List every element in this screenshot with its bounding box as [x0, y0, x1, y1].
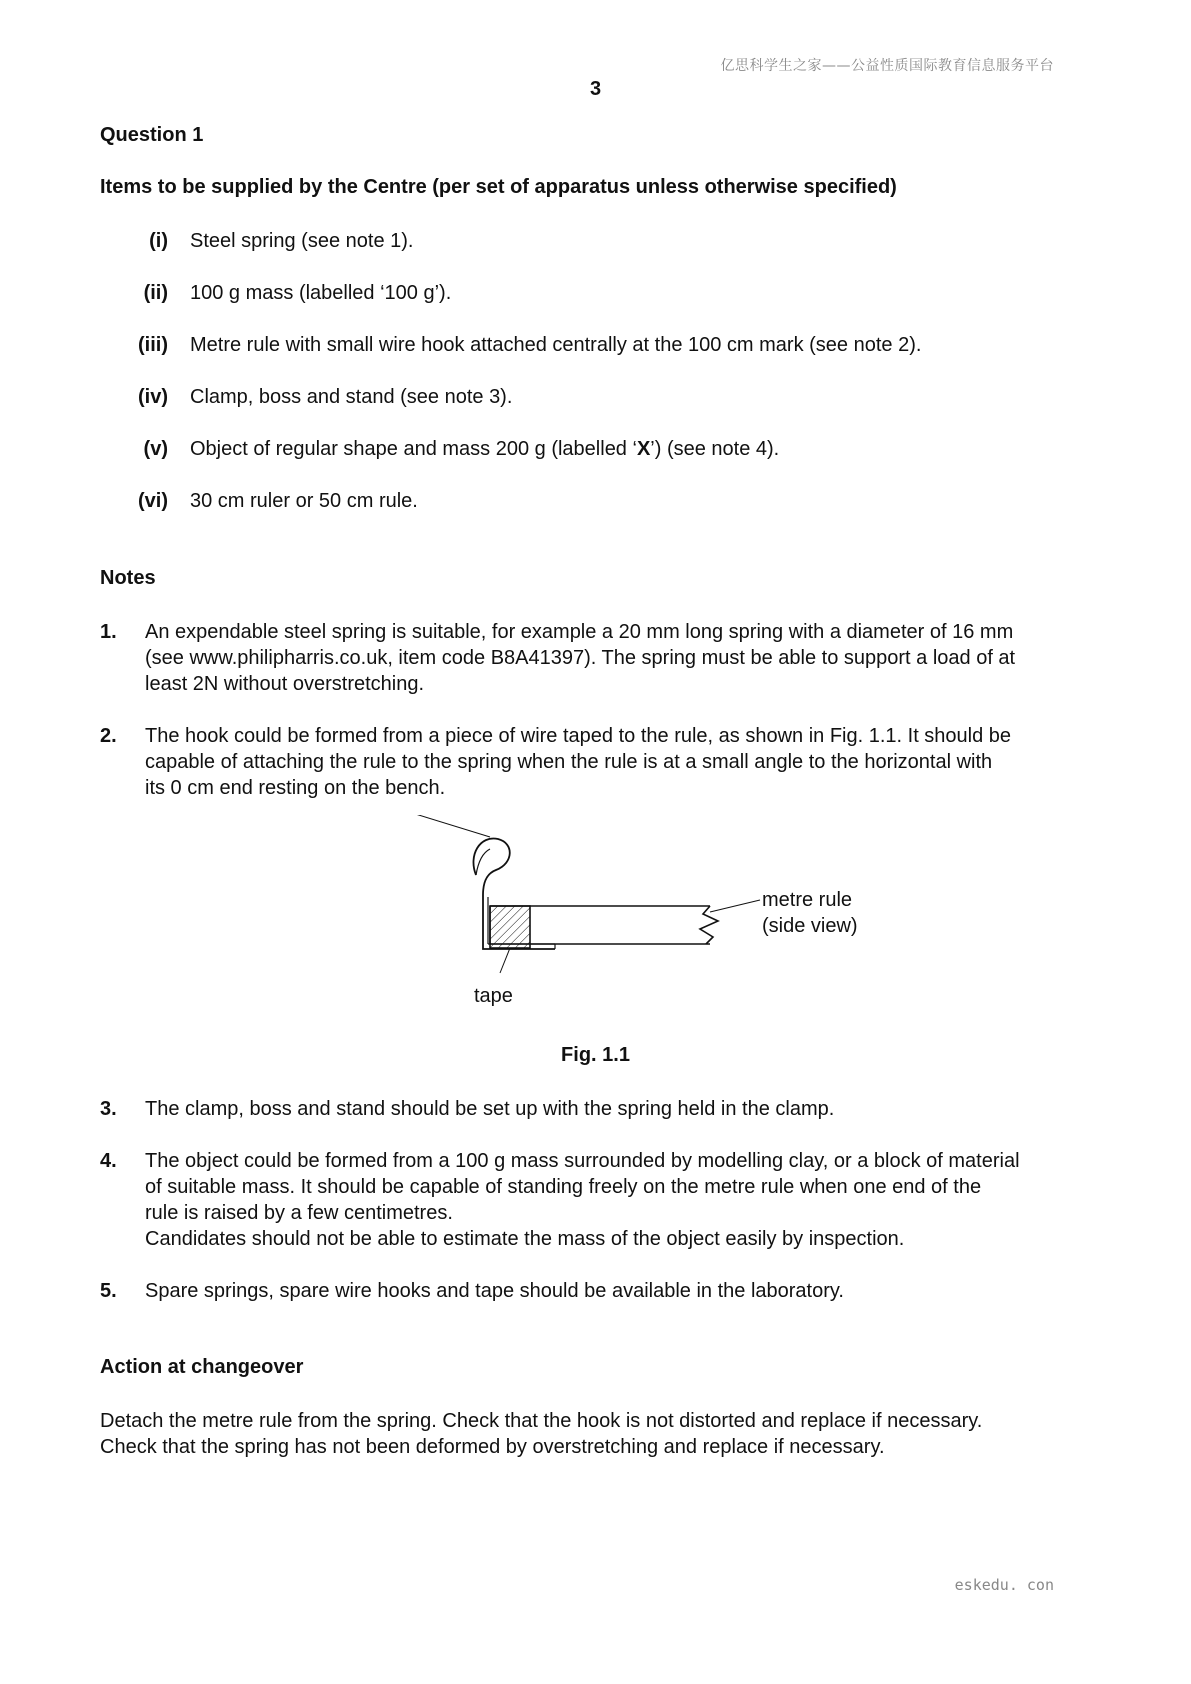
- item-number: (iv): [138, 386, 168, 408]
- item-text: Clamp, boss and stand (see note 3).: [190, 386, 513, 408]
- metre-rule-leader-line: [710, 900, 760, 912]
- note-5: [100, 1278, 1098, 1304]
- wire-hook-leader-line: [370, 815, 490, 837]
- item-number: (iii): [138, 334, 168, 356]
- note-text: The clamp, boss and stand should be set up with the spring held in the clamp.: [145, 1098, 835, 1120]
- label-metre-rule: metre rule: [762, 889, 853, 911]
- note-number: 5.: [100, 1280, 117, 1302]
- item-number: (vi): [138, 490, 168, 512]
- object-label-bold: X: [636, 438, 651, 460]
- notes-heading: Notes: [100, 567, 156, 589]
- changeover-text: Detach the metre rule from the spring. Check that the hook is not distorted and replace if necessary. Check that the spring has not been deformed by overstretching and replace if necessary.: [100, 1410, 983, 1458]
- tape-leader-line: [500, 948, 510, 973]
- watermark-text: 亿思科学生之家——公益性质国际教育信息服务平台: [720, 58, 1054, 74]
- item-number: (i): [149, 230, 168, 252]
- note-1: [100, 619, 1098, 697]
- note-2: [100, 723, 1098, 801]
- figure-caption: Fig. 1.1: [561, 1044, 630, 1066]
- note-number: 3.: [100, 1098, 117, 1120]
- label-tape: tape: [474, 985, 513, 1007]
- note-text: An expendable steel spring is suitable, for example a 20 mm long spring with a diameter of 16 mm (see www.philipharris.co.uk, item code B8A41397). The spring must be able to support a load of at least 2N without overstretching.: [145, 621, 1016, 695]
- fig-1-1-diagram: [300, 815, 900, 1015]
- footer-watermark: eskedu. con: [954, 1576, 1054, 1594]
- question-title: Question 1: [100, 124, 204, 146]
- changeover-heading: Action at changeover: [100, 1356, 304, 1378]
- label-side-view: (side view): [762, 915, 858, 937]
- note-text: Spare springs, spare wire hooks and tape should be available in the laboratory.: [145, 1280, 844, 1302]
- items-heading: Items to be supplied by the Centre (per set of apparatus unless otherwise specified): [100, 176, 897, 198]
- item-text: Steel spring (see note 1).: [190, 230, 414, 252]
- item-text: Metre rule with small wire hook attached centrally at the 100 cm mark (see note 2).: [190, 334, 922, 356]
- item-text: 100 g mass (labelled ‘100 g’).: [190, 282, 452, 304]
- item-text: Object of regular shape and mass 200 g (labelled ‘X’) (see note 4).: [190, 438, 780, 460]
- item-text: 30 cm ruler or 50 cm rule.: [190, 490, 418, 512]
- note-4: [100, 1148, 1098, 1252]
- note-number: 1.: [100, 621, 117, 643]
- tape-shape: [490, 906, 530, 948]
- item-number: (ii): [143, 282, 168, 304]
- note-text: The hook could be formed from a piece of wire taped to the rule, as shown in Fig. 1.1. It should be capable of attaching the rule to the spring when the rule is at a small angle to the horizontal with its 0 cm end resting on the bench.: [145, 725, 1012, 799]
- note-number: 4.: [100, 1150, 117, 1172]
- note-number: 2.: [100, 725, 117, 747]
- note-text: The object could be formed from a 100 g mass surrounded by modelling clay, or a block of material of suitable mass. It should be capable of standing freely on the metre rule when one end of the rule is raised by a few centimetres. Candidates should not be able to estimate the mass of the object easily by inspection.: [145, 1150, 1020, 1250]
- page-number: 3: [589, 78, 602, 100]
- item-number: (v): [143, 438, 168, 460]
- note-3: [100, 1096, 1098, 1122]
